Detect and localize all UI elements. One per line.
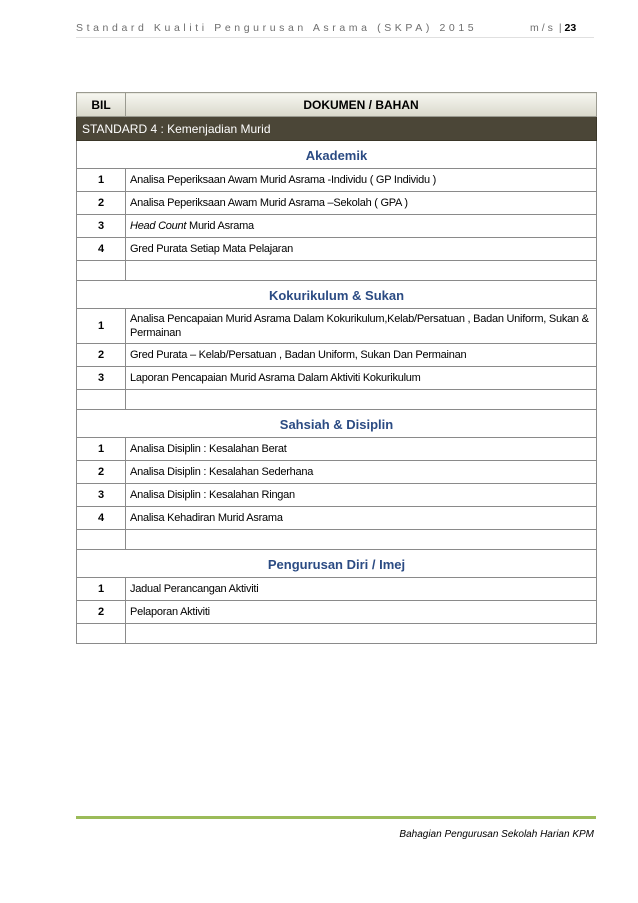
row-document: Analisa Pencapaian Murid Asrama Dalam Kokurikulum,Kelab/Persatuan , Badan Uniform, Sukan & Permainan xyxy=(126,309,597,344)
table-row xyxy=(77,484,597,507)
row-document xyxy=(126,215,597,238)
table-row xyxy=(77,344,597,367)
row-number: 2 xyxy=(77,344,126,367)
empty-cell xyxy=(77,530,126,550)
page-number-label xyxy=(530,22,576,34)
col-header-bil: BIL xyxy=(77,93,126,117)
document-header-title: Standard Kualiti Pengurusan Asrama (SKPA) 2015 xyxy=(76,22,478,34)
empty-cell xyxy=(77,261,126,281)
section-title: Pengurusan Diri / Imej xyxy=(77,550,597,578)
row-number: 2 xyxy=(77,192,126,215)
row-document: Analisa Disiplin : Kesalahan Berat xyxy=(126,438,597,461)
empty-row xyxy=(77,390,597,410)
section-title: Akademik xyxy=(77,141,597,169)
empty-cell xyxy=(126,261,597,281)
row-document: Laporan Pencapaian Murid Asrama Dalam Aktiviti Kokurikulum xyxy=(126,367,597,390)
row-document: Jadual Perancangan Aktiviti xyxy=(126,578,597,601)
table-row xyxy=(77,192,597,215)
standard-label: STANDARD 4 : Kemenjadian Murid xyxy=(77,117,597,141)
table-row xyxy=(77,367,597,390)
table-row xyxy=(77,169,597,192)
row-document: Analisa Kehadiran Murid Asrama xyxy=(126,507,597,530)
row-document: Gred Purata – Kelab/Persatuan , Badan Uniform, Sukan Dan Permainan xyxy=(126,344,597,367)
row-number: 4 xyxy=(77,238,126,261)
table-row xyxy=(77,601,597,624)
row-number: 4 xyxy=(77,507,126,530)
row-number: 2 xyxy=(77,461,126,484)
row-number: 1 xyxy=(77,578,126,601)
empty-cell xyxy=(126,624,597,644)
empty-row xyxy=(77,261,597,281)
section-header-kokurikulum xyxy=(77,281,597,309)
row-document: Analisa Peperiksaan Awam Murid Asrama –Sekolah ( GPA ) xyxy=(126,192,597,215)
section-title: Kokurikulum & Sukan xyxy=(77,281,597,309)
row-document: Analisa Peperiksaan Awam Murid Asrama -Individu ( GP Individu ) xyxy=(126,169,597,192)
section-header-akademik xyxy=(77,141,597,169)
table-row xyxy=(77,438,597,461)
table-row xyxy=(77,309,597,344)
empty-cell xyxy=(77,624,126,644)
row-document: Analisa Disiplin : Kesalahan Sederhana xyxy=(126,461,597,484)
header-divider xyxy=(76,37,594,38)
empty-row xyxy=(77,624,597,644)
row-document: Analisa Disiplin : Kesalahan Ringan xyxy=(126,484,597,507)
table-row xyxy=(77,238,597,261)
document-table xyxy=(76,92,597,644)
empty-cell xyxy=(126,530,597,550)
section-title: Sahsiah & Disiplin xyxy=(77,410,597,438)
table-row xyxy=(77,215,597,238)
row-number: 3 xyxy=(77,367,126,390)
footer-divider xyxy=(76,816,596,819)
row-document: Pelaporan Aktiviti xyxy=(126,601,597,624)
empty-cell xyxy=(126,390,597,410)
empty-cell xyxy=(77,390,126,410)
row-number: 3 xyxy=(77,215,126,238)
page-separator: | xyxy=(558,22,562,34)
footer-text: Bahagian Pengurusan Sekolah Harian KPM xyxy=(399,829,594,840)
table-row xyxy=(77,461,597,484)
section-header-pengurusan-diri xyxy=(77,550,597,578)
row-document-italic: Head Count xyxy=(130,220,187,232)
standard-row xyxy=(77,117,597,141)
col-header-document: DOKUMEN / BAHAN xyxy=(126,93,597,117)
section-header-sahsiah xyxy=(77,410,597,438)
row-document-rest: Murid Asrama xyxy=(186,220,254,232)
row-number: 1 xyxy=(77,309,126,344)
table-row xyxy=(77,578,597,601)
table-header-row xyxy=(77,93,597,117)
row-number: 1 xyxy=(77,169,126,192)
page-ms-label: m/s xyxy=(530,22,556,34)
row-number: 1 xyxy=(77,438,126,461)
row-number: 3 xyxy=(77,484,126,507)
page-number: 23 xyxy=(564,22,577,34)
table-row xyxy=(77,507,597,530)
empty-row xyxy=(77,530,597,550)
row-document: Gred Purata Setiap Mata Pelajaran xyxy=(126,238,597,261)
row-number: 2 xyxy=(77,601,126,624)
